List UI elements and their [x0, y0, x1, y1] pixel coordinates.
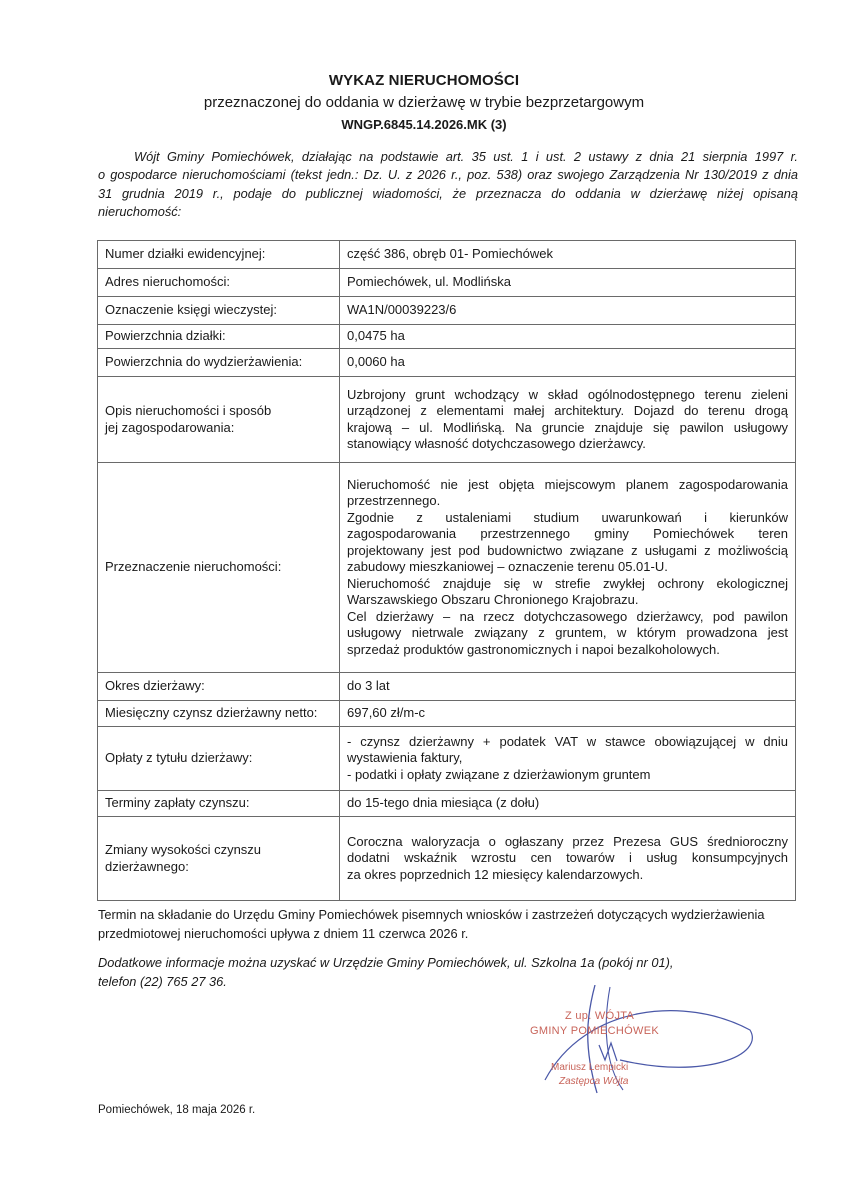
row-label-line: Terminy zapłaty czynszu: — [105, 795, 250, 811]
signature-stamp — [525, 985, 760, 1095]
deadline-line: przedmiotowej nieruchomości upływa z dniem 11 czerwca 2026 r. — [98, 926, 469, 941]
row-value-line: usługowy nietrwale związany z gruntem, w którym prowadzona jest — [347, 625, 788, 641]
row-label — [98, 701, 340, 727]
row-value-line: projektowany jest pod budownictwo związane z usługami z możliwością — [347, 542, 788, 558]
intro-line: Wójt Gminy Pomiechówek, działając na podstawie art. 35 ust. 1 i ust. 2 ustawy z dnia 21 sierpnia 1997 r. — [134, 149, 798, 164]
row-label — [98, 297, 340, 325]
reference-number: WNGP.6845.14.2026.MK (3) — [341, 117, 507, 132]
row-value-line: Nieruchomość znajduje się w strefie zwykłej ochrony ekologicznej — [347, 575, 788, 591]
place-date: Pomiechówek, 18 maja 2026 r. — [98, 1104, 256, 1116]
row-label — [98, 269, 340, 297]
table-row — [98, 297, 796, 325]
row-label-line: Opis nieruchomości i sposób — [105, 403, 272, 418]
row-value-line: urządzonej z elementami małej architektury. Dojazd do terenu drogą — [347, 403, 788, 418]
row-value — [340, 269, 796, 297]
row-value-line: zagospodarowania przestrzennego gminy Pomiechówek teren — [347, 526, 788, 542]
row-value-line: Uzbrojony grunt wchodzący w skład ogólnodostępnego terenu zieleni — [347, 386, 788, 402]
row-value — [340, 673, 796, 701]
row-value-line: część 386, obręb 01- Pomiechówek — [347, 246, 553, 262]
table-row — [98, 269, 796, 297]
row-value-line: WA1N/00039223/6 — [347, 302, 457, 318]
table-row — [98, 791, 796, 817]
deadline-paragraph — [98, 905, 810, 943]
row-value-line: stanowiący własność dotychczasowego dzierżawcy. — [347, 436, 646, 451]
stamp-line-2: GMINY POMIECHÓWEK — [530, 1025, 659, 1037]
row-value — [340, 463, 796, 673]
row-label — [98, 241, 340, 269]
row-value-line: - czynsz dzierżawny + podatek VAT w stawce obowiązującej w dniu — [347, 733, 788, 749]
row-label-line: Okres dzierżawy: — [105, 678, 205, 694]
row-value — [340, 701, 796, 727]
row-label-line: Przeznaczenie nieruchomości: — [105, 559, 282, 575]
row-value-line: - podatki i opłaty związane z dzierżawionym gruntem — [347, 766, 651, 782]
row-value-line: 0,0475 ha — [347, 328, 405, 344]
row-value-line: Nieruchomość nie jest objęta miejscowym planem zagospodarowania — [347, 476, 788, 492]
row-label — [98, 377, 340, 463]
table-row — [98, 701, 796, 727]
row-value-line: Coroczna waloryzacja o ogłaszany przez Prezesa GUS średnioroczny — [347, 833, 788, 849]
row-label-line: Opłaty z tytułu dzierżawy: — [105, 750, 253, 766]
row-label-line: Powierzchnia działki: — [105, 328, 226, 344]
contact-line: telefon (22) 765 27 36. — [98, 974, 227, 989]
stamp-line-4: Zastępca Wójta — [559, 1076, 629, 1087]
row-value — [340, 817, 796, 901]
row-value — [340, 377, 796, 463]
table-row — [98, 377, 796, 463]
table-row — [98, 727, 796, 791]
row-value-line: sprzedaż produktów gastronomicznych i napoi bezalkoholowych. — [347, 641, 720, 657]
table-row — [98, 817, 796, 901]
row-value — [340, 325, 796, 349]
intro-paragraph — [98, 148, 798, 222]
row-label — [98, 791, 340, 817]
row-label — [98, 727, 340, 791]
row-value-line: 697,60 zł/m-c — [347, 705, 426, 721]
row-value-line: zabudowy mieszkaniowej – oznaczenie terenu 05.01-U. — [347, 559, 668, 575]
row-value-line: przestrzennego. — [347, 493, 441, 509]
document-title: WYKAZ NIERUCHOMOŚCI — [328, 72, 520, 89]
row-label — [98, 325, 340, 349]
row-label — [98, 817, 340, 901]
row-value-line: Cel dzierżawy – na rzecz dotychczasowego dzierżawcy, pod pawilon — [347, 608, 788, 624]
row-label-line: dzierżawnego: — [105, 858, 189, 874]
row-label-line: Adres nieruchomości: — [105, 274, 230, 290]
intro-line: o gospodarce nieruchomościami (tekst jedn.: Dz. U. z 2026 r., poz. 538) oraz swojego Zarządzenia Nr 130/2019 z dnia — [98, 167, 798, 183]
row-label-line: jej zagospodarowania: — [105, 419, 235, 435]
property-table — [97, 240, 796, 901]
row-value-line: Zgodnie z ustaleniami studium uwarunkowań i kierunków — [347, 509, 788, 525]
row-value-line: za okres poprzednich 12 miesięcy kalendarzowych. — [347, 866, 644, 882]
row-value-line: dodatni wskaźnik wzrostu cen towarów i usług konsumpcyjnych — [347, 850, 788, 866]
row-label — [98, 673, 340, 701]
row-value-line: do 3 lat — [347, 678, 390, 694]
row-label-line: Miesięczny czynsz dzierżawny netto: — [105, 705, 318, 721]
row-value-line: 0,0060 ha — [347, 354, 405, 370]
row-value — [340, 297, 796, 325]
row-value-line: wystawienia faktury, — [347, 750, 463, 766]
row-value — [340, 791, 796, 817]
row-value-line: Pomiechówek, ul. Modlińska — [347, 274, 512, 290]
intro-line: 31 grudnia 2019 r., podaje do publicznej wiadomości, że przeznacza do oddania w dzierżawę niżej opisaną — [98, 185, 798, 201]
row-label-line: Oznaczenie księgi wieczystej: — [105, 302, 277, 318]
row-label-line: Numer działki ewidencyjnej: — [105, 246, 266, 262]
row-label — [98, 349, 340, 377]
table-row — [98, 349, 796, 377]
row-value — [340, 349, 796, 377]
row-value-line: do 15-tego dnia miesiąca (z dołu) — [347, 795, 540, 811]
intro-line: nieruchomość: — [98, 204, 182, 220]
contact-line: Dodatkowe informacje można uzyskać w Urzędzie Gminy Pomiechówek, ul. Szkolna 1a (pokój nr 01), — [98, 955, 674, 970]
table-row — [98, 673, 796, 701]
row-value — [340, 727, 796, 791]
table-row — [98, 325, 796, 349]
document-subtitle: przeznaczonej do oddania w dzierżawę w trybie bezprzetargowym — [203, 94, 645, 111]
stamp-line-3: Mariusz Lempicki — [551, 1062, 629, 1073]
table-row — [98, 463, 796, 673]
table-row — [98, 241, 796, 269]
row-label — [98, 463, 340, 673]
deadline-line: Termin na składanie do Urzędu Gminy Pomiechówek pisemnych wniosków i zastrzeżeń dotyczących wydzierżawienia — [98, 907, 765, 922]
row-value-line: krajową – ul. Modlińską. Na gruncie znajduje się pawilon usługowy — [347, 419, 788, 435]
row-label-line: Zmiany wysokości czynszu — [105, 842, 262, 857]
row-value-line: Warszawskiego Obszaru Chronionego Krajobrazu. — [347, 592, 639, 608]
row-label-line: Powierzchnia do wydzierżawienia: — [105, 354, 303, 370]
stamp-line-1: Z up. WÓJTA — [565, 1010, 635, 1022]
row-value — [340, 241, 796, 269]
